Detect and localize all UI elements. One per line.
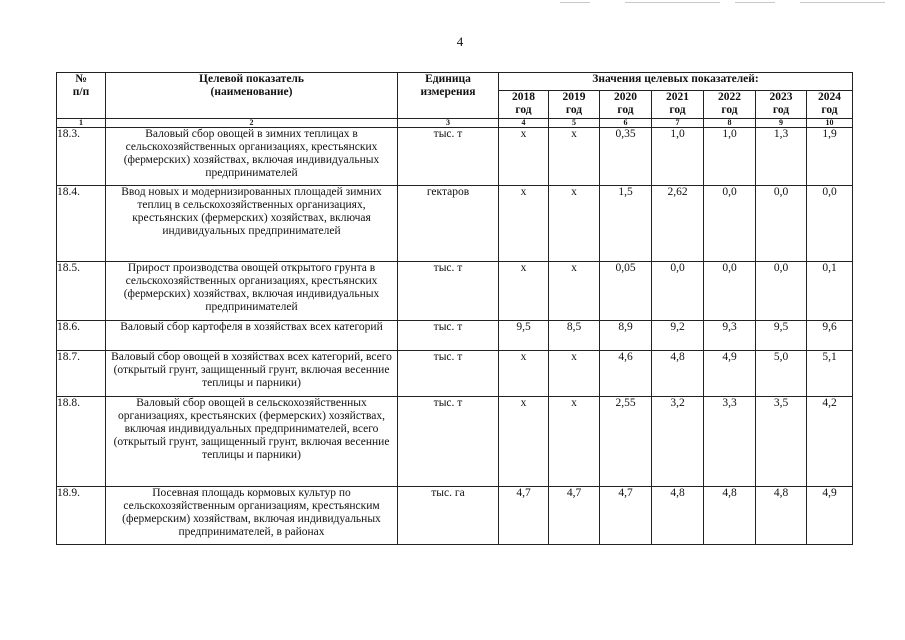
value-2024: 4,9 — [807, 487, 853, 545]
value-2021: 3,2 — [652, 397, 704, 487]
value-2024: 0,0 — [807, 186, 853, 262]
table-row — [57, 186, 853, 262]
header-indicator — [106, 73, 398, 119]
indicator-name: Валовый сбор картофеля в хозяйствах всех категорий — [106, 321, 398, 351]
header-year — [704, 91, 756, 119]
row-number: 18.6. — [57, 321, 106, 351]
year-label: 2021 год — [666, 91, 689, 116]
value-2019: х — [549, 397, 600, 487]
value-2022: 3,3 — [704, 397, 756, 487]
value-2020: 2,55 — [600, 397, 652, 487]
indicator-name: Валовый сбор овощей в сельскохозяйственных организациях, крестьянских (фермерских) хозяйствах, включая индивидуальных предпринимателей, всего (открытый грунт, защищенный грунт, включая весенние теплицы и парники) — [106, 397, 398, 487]
value-2024: 0,1 — [807, 262, 853, 321]
value-2020: 4,7 — [600, 487, 652, 545]
row-number: 18.8. — [57, 397, 106, 487]
header-num-label: № п/п — [72, 73, 90, 98]
value-2019: х — [549, 262, 600, 321]
header-unit — [398, 73, 499, 119]
year-label: 2023 год — [769, 91, 793, 116]
row-number: 18.5. — [57, 262, 106, 321]
value-2023: 4,8 — [756, 487, 807, 545]
value-2019: 4,7 — [549, 487, 600, 545]
page-number: 4 — [456, 34, 464, 49]
value-2023: 0,0 — [756, 186, 807, 262]
header-year — [652, 91, 704, 119]
unit: тыс. т — [398, 397, 499, 487]
value-2019: х — [549, 128, 600, 186]
year-label: 2018 год — [512, 91, 535, 116]
year-label: 2020 год — [614, 91, 637, 116]
unit: гектаров — [398, 186, 499, 262]
column-index: 2 — [106, 119, 398, 128]
unit: тыс. т — [398, 128, 499, 186]
indicator-name: Валовый сбор овощей в зимних теплицах в сельскохозяйственных организациях, крестьянских (фермерских) хозяйствах, включая индивидуальных предпринимателей — [106, 128, 398, 186]
header-year — [600, 91, 652, 119]
indicator-name: Ввод новых и модернизированных площадей зимних теплиц в сельскохозяйственных организациях, крестьянских (фермерских) хозяйствах, включая индивидуальных предпринимателей — [106, 186, 398, 262]
value-2018: х — [499, 128, 549, 186]
unit: тыс. т — [398, 321, 499, 351]
scan-artifact — [625, 2, 720, 3]
indicator-name: Валовый сбор овощей в хозяйствах всех категорий, всего (открытый грунт, защищенный грунт, включая весенние теплицы и парники) — [106, 351, 398, 397]
row-number: 18.3. — [57, 128, 106, 186]
indicator-name: Посевная площадь кормовых культур по сельскохозяйственным организациям, крестьянским (фермерским) хозяйствам, включая индивидуальных предпринимателей, в районах — [106, 487, 398, 545]
value-2020: 0,35 — [600, 128, 652, 186]
header-unit-label: Единица измерения — [420, 73, 476, 98]
value-2022: 9,3 — [704, 321, 756, 351]
column-index: 4 — [499, 119, 549, 128]
value-2024: 5,1 — [807, 351, 853, 397]
table-row — [57, 262, 853, 321]
column-index: 1 — [57, 119, 106, 128]
value-2024: 4,2 — [807, 397, 853, 487]
table-row — [57, 397, 853, 487]
target-indicators-table — [56, 72, 853, 545]
row-number: 18.4. — [57, 186, 106, 262]
value-2018: х — [499, 262, 549, 321]
column-index: 10 — [807, 119, 853, 128]
year-label: 2019 год — [562, 91, 586, 116]
indicator-name: Прирост производства овощей открытого грунта в сельскохозяйственных организациях, крестьянских (фермерских) хозяйствах, включая индивидуальных предпринимателей — [106, 262, 398, 321]
scan-artifact — [800, 2, 885, 3]
value-2018: 9,5 — [499, 321, 549, 351]
value-2021: 1,0 — [652, 128, 704, 186]
header-year — [499, 91, 549, 119]
column-index: 3 — [398, 119, 499, 128]
value-2022: 4,8 — [704, 487, 756, 545]
value-2020: 0,05 — [600, 262, 652, 321]
column-index: 6 — [600, 119, 652, 128]
value-2021: 4,8 — [652, 487, 704, 545]
unit: тыс. т — [398, 262, 499, 321]
value-2023: 3,5 — [756, 397, 807, 487]
row-number: 18.9. — [57, 487, 106, 545]
table-row — [57, 321, 853, 351]
header-year — [807, 91, 853, 119]
value-2018: х — [499, 186, 549, 262]
unit: тыс. га — [398, 487, 499, 545]
value-2018: х — [499, 397, 549, 487]
value-2019: х — [549, 186, 600, 262]
value-2024: 9,6 — [807, 321, 853, 351]
column-index: 9 — [756, 119, 807, 128]
value-2023: 1,3 — [756, 128, 807, 186]
table-row — [57, 128, 853, 186]
year-label: 2024 год — [818, 91, 841, 116]
value-2018: 4,7 — [499, 487, 549, 545]
value-2021: 2,62 — [652, 186, 704, 262]
value-2022: 0,0 — [704, 262, 756, 321]
header-year — [756, 91, 807, 119]
value-2019: х — [549, 351, 600, 397]
scan-artifact — [560, 2, 590, 3]
value-2020: 8,9 — [600, 321, 652, 351]
value-2023: 5,0 — [756, 351, 807, 397]
value-2023: 9,5 — [756, 321, 807, 351]
header-year — [549, 91, 600, 119]
header-values: Значения целевых показателей: — [499, 73, 853, 91]
unit: тыс. т — [398, 351, 499, 397]
value-2020: 1,5 — [600, 186, 652, 262]
value-2021: 4,8 — [652, 351, 704, 397]
value-2023: 0,0 — [756, 262, 807, 321]
value-2021: 9,2 — [652, 321, 704, 351]
column-index: 7 — [652, 119, 704, 128]
value-2022: 0,0 — [704, 186, 756, 262]
year-label: 2022 год — [718, 91, 741, 116]
table-row — [57, 487, 853, 545]
column-index: 8 — [704, 119, 756, 128]
value-2020: 4,6 — [600, 351, 652, 397]
value-2021: 0,0 — [652, 262, 704, 321]
value-2024: 1,9 — [807, 128, 853, 186]
header-num — [57, 73, 106, 119]
row-number: 18.7. — [57, 351, 106, 397]
value-2022: 4,9 — [704, 351, 756, 397]
header-indicator-label: Целевой показатель (наименование) — [199, 73, 304, 98]
value-2022: 1,0 — [704, 128, 756, 186]
table-row — [57, 351, 853, 397]
value-2018: х — [499, 351, 549, 397]
scan-artifact — [735, 2, 775, 3]
value-2019: 8,5 — [549, 321, 600, 351]
column-index: 5 — [549, 119, 600, 128]
